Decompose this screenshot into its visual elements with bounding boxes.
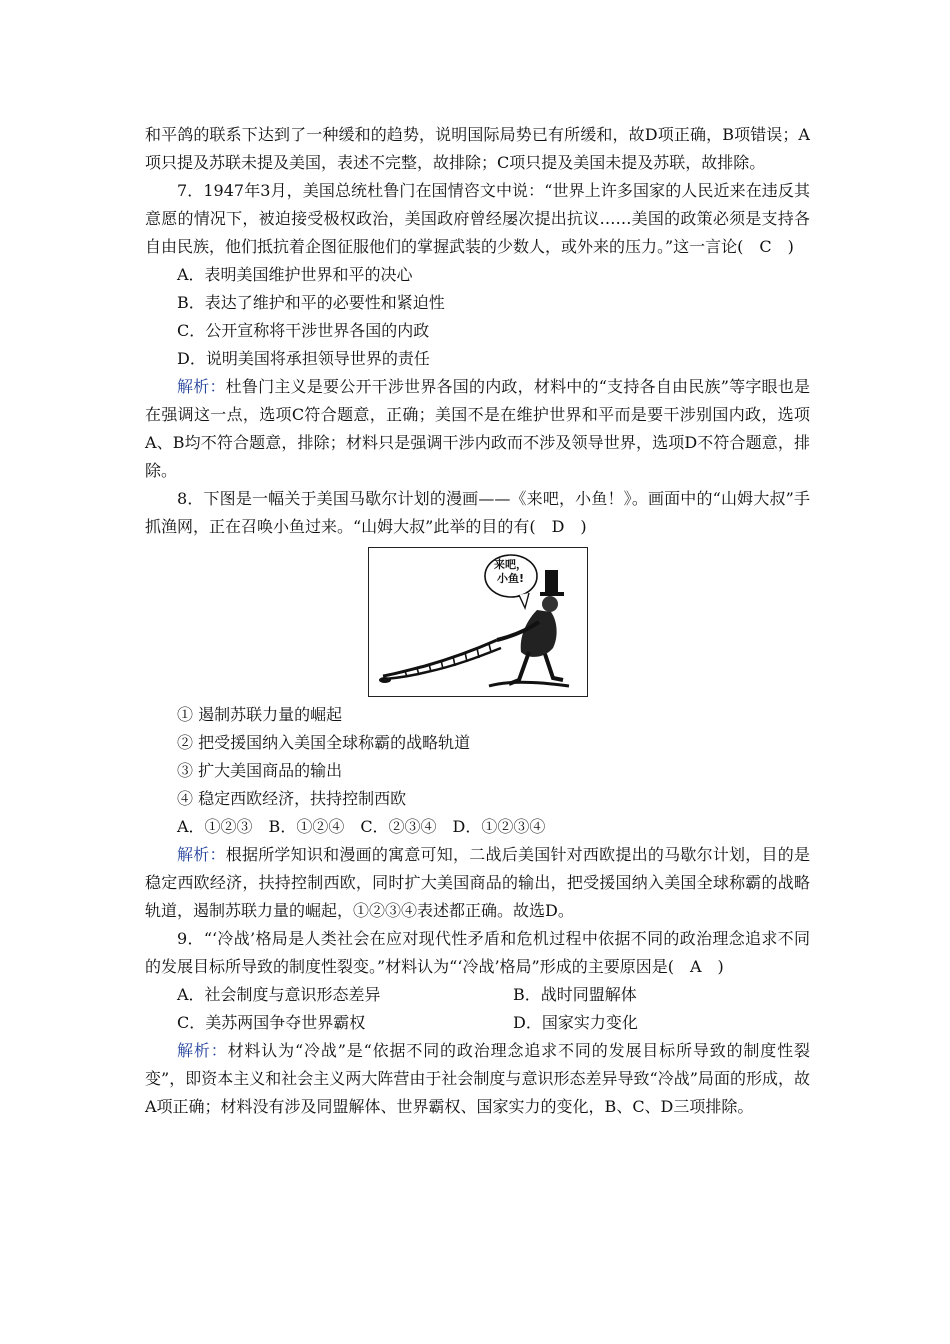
question-9-option-a: A．社会制度与意识形态差异 — [177, 985, 381, 1004]
uncle-sam-head — [542, 596, 558, 612]
question-9-option-d: D．国家实力变化 — [513, 1013, 638, 1032]
leg-front — [509, 652, 529, 684]
cartoon-figure-wrapper — [145, 541, 810, 701]
question-7-option-b: B．表达了维护和平的必要性和紧迫性 — [177, 293, 445, 312]
question-9-option-b: B．战时同盟解体 — [513, 985, 637, 1004]
question-9-analysis — [145, 1037, 810, 1121]
net-end — [379, 677, 391, 683]
fishing-net-bottom — [385, 648, 501, 679]
leg-back — [545, 654, 563, 680]
question-8-item-1: ① 遏制苏联力量的崛起 — [177, 705, 343, 724]
question-8-item-4: ④ 稳定西欧经济，扶持控制西欧 — [177, 789, 407, 808]
analysis-text: 根据所学知识和漫画的寓意可知，二战后美国针对西欧提出的马歇尔计划，目的是稳定西欧经济，扶持控制西欧，同时扩大美国商品的输出，把受援国纳入美国全球称霸的战略轨道，遏制苏联力量的崛起，①②③④表述都正确。故选D。 — [145, 845, 810, 920]
question-8-analysis — [145, 841, 810, 925]
document-content — [145, 121, 810, 1121]
question-7-stem: 7．1947年3月，美国总统杜鲁门在国情咨文中说：“世界上许多国家的人民近来在违反其意愿的情况下，被迫接受极权政治，美国政府曾经屡次提出抗议……美国的政策必须是支持各自由民族，他们抵抗着企图征服他们的掌握武装的少数人，或外来的压力。”这一言论( C ) — [145, 181, 810, 256]
marshall-plan-cartoon — [368, 547, 588, 697]
analysis-text: 杜鲁门主义是要公开干涉世界各国的内政，材料中的“支持各自由民族”等字眼也是在强调这一点，选项C符合题意，正确；美国不是在维护世界和平而是要干涉别国内政，选项A、B均不符合题意，排除；材料只是强调干涉内政而不涉及领导世界，选项D不符合题意，排除。 — [145, 377, 810, 480]
analysis-label: 解析： — [177, 377, 226, 396]
question-8-item-3: ③ 扩大美国商品的输出 — [177, 761, 343, 780]
hat-brim — [540, 592, 564, 596]
question-9-options-row-1 — [145, 981, 810, 1009]
fishing-net-top — [383, 640, 497, 676]
question-7-analysis — [145, 373, 810, 485]
question-7-option-d: D．说明美国将承担领导世界的责任 — [177, 349, 430, 368]
bubble-line-1: 来吧， — [494, 558, 527, 571]
cartoon-illustration — [369, 548, 587, 696]
question-8-options: A．①②③ B．①②④ C．②③④ D．①②③④ — [177, 817, 546, 836]
question-8-stem: 8．下图是一幅关于美国马歇尔计划的漫画——《来吧，小鱼！》。画面中的“山姆大叔”手抓渔网，正在召唤小鱼过来。“山姆大叔”此举的目的有( D ) — [145, 489, 810, 536]
ground — [489, 682, 569, 686]
question-9-stem: 9．“‘冷战’格局是人类社会在应对现代性矛盾和危机过程中依据不同的政治理念追求不同的发展目标所导致的制度性裂变。”材料认为“‘冷战’格局”形成的主要原因是( A ) — [145, 929, 810, 976]
analysis-label: 解析： — [177, 1041, 228, 1060]
analysis-text: 材料认为“冷战”是“依据不同的政治理念追求不同的发展目标所导致的制度性裂变”，即资本主义和社会主义两大阵营由于社会制度与意识形态差异导致“冷战”局面的形成，故A项正确；材料没有涉及同盟解体、世界霸权、国家实力的变化，B、C、D三项排除。 — [145, 1041, 810, 1116]
question-7-option-c: C．公开宣称将干涉世界各国的内政 — [177, 321, 430, 340]
bubble-line-2: 小鱼! — [496, 572, 525, 585]
question-9-option-c: C．美苏两国争夺世界霸权 — [177, 1013, 366, 1032]
previous-analysis-continuation: 和平鸽的联系下达到了一种缓和的趋势，说明国际局势已有所缓和，故D项正确，B项错误；A项只提及苏联未提及美国，表述不完整，故排除；C项只提及美国未提及苏联，故排除。 — [145, 125, 810, 172]
speech-bubble-tail — [519, 593, 529, 608]
analysis-label: 解析： — [177, 845, 226, 864]
question-7-option-a: A．表明美国维护世界和平的决心 — [177, 265, 413, 284]
question-8-item-2: ② 把受援国纳入美国全球称霸的战略轨道 — [177, 733, 471, 752]
speech-bubble-text — [489, 558, 533, 586]
top-hat — [545, 570, 558, 594]
uncle-sam-coat — [520, 610, 556, 657]
question-9-options-row-2 — [145, 1009, 810, 1037]
